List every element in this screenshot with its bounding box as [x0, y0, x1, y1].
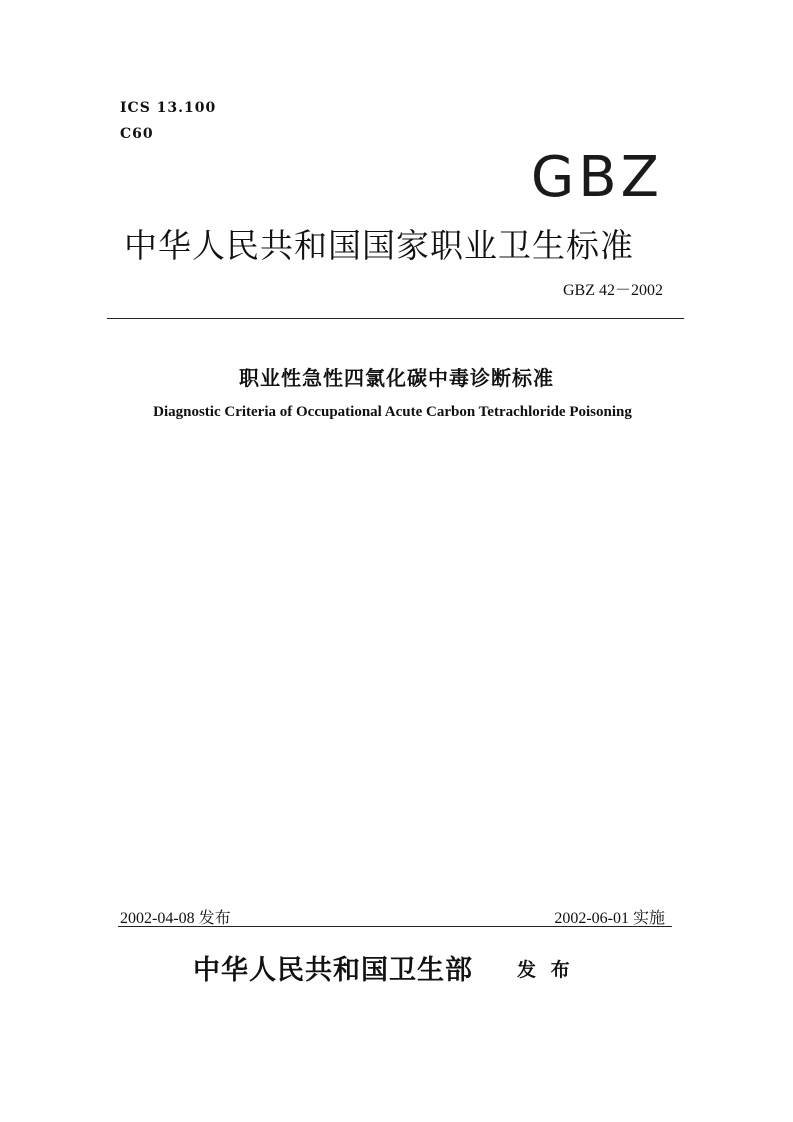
- standard-name: 中华人民共和国国家职业卫生标准: [124, 226, 634, 265]
- implementation-date: 2002-06-01 实施: [554, 910, 665, 927]
- gbz-logo: GBZ: [530, 145, 663, 210]
- standard-number: GBZ 42－2002: [562, 282, 663, 299]
- document-title-english: Diagnostic Criteria of Occupational Acute Carbon Tetrachloride Poisoning: [153, 404, 632, 420]
- document-title-chinese: 职业性急性四氯化碳中毒诊断标准: [239, 366, 554, 390]
- issuing-action: 发 布: [517, 959, 570, 981]
- issuing-authority: 中华人民共和国卫生部: [193, 955, 473, 986]
- header-divider: [107, 318, 684, 319]
- issue-date: 2002-04-08 发布: [120, 910, 231, 927]
- ics-code: ICS 13.100: [120, 100, 217, 116]
- footer-divider: [118, 926, 672, 927]
- classification-code: C60: [120, 126, 154, 142]
